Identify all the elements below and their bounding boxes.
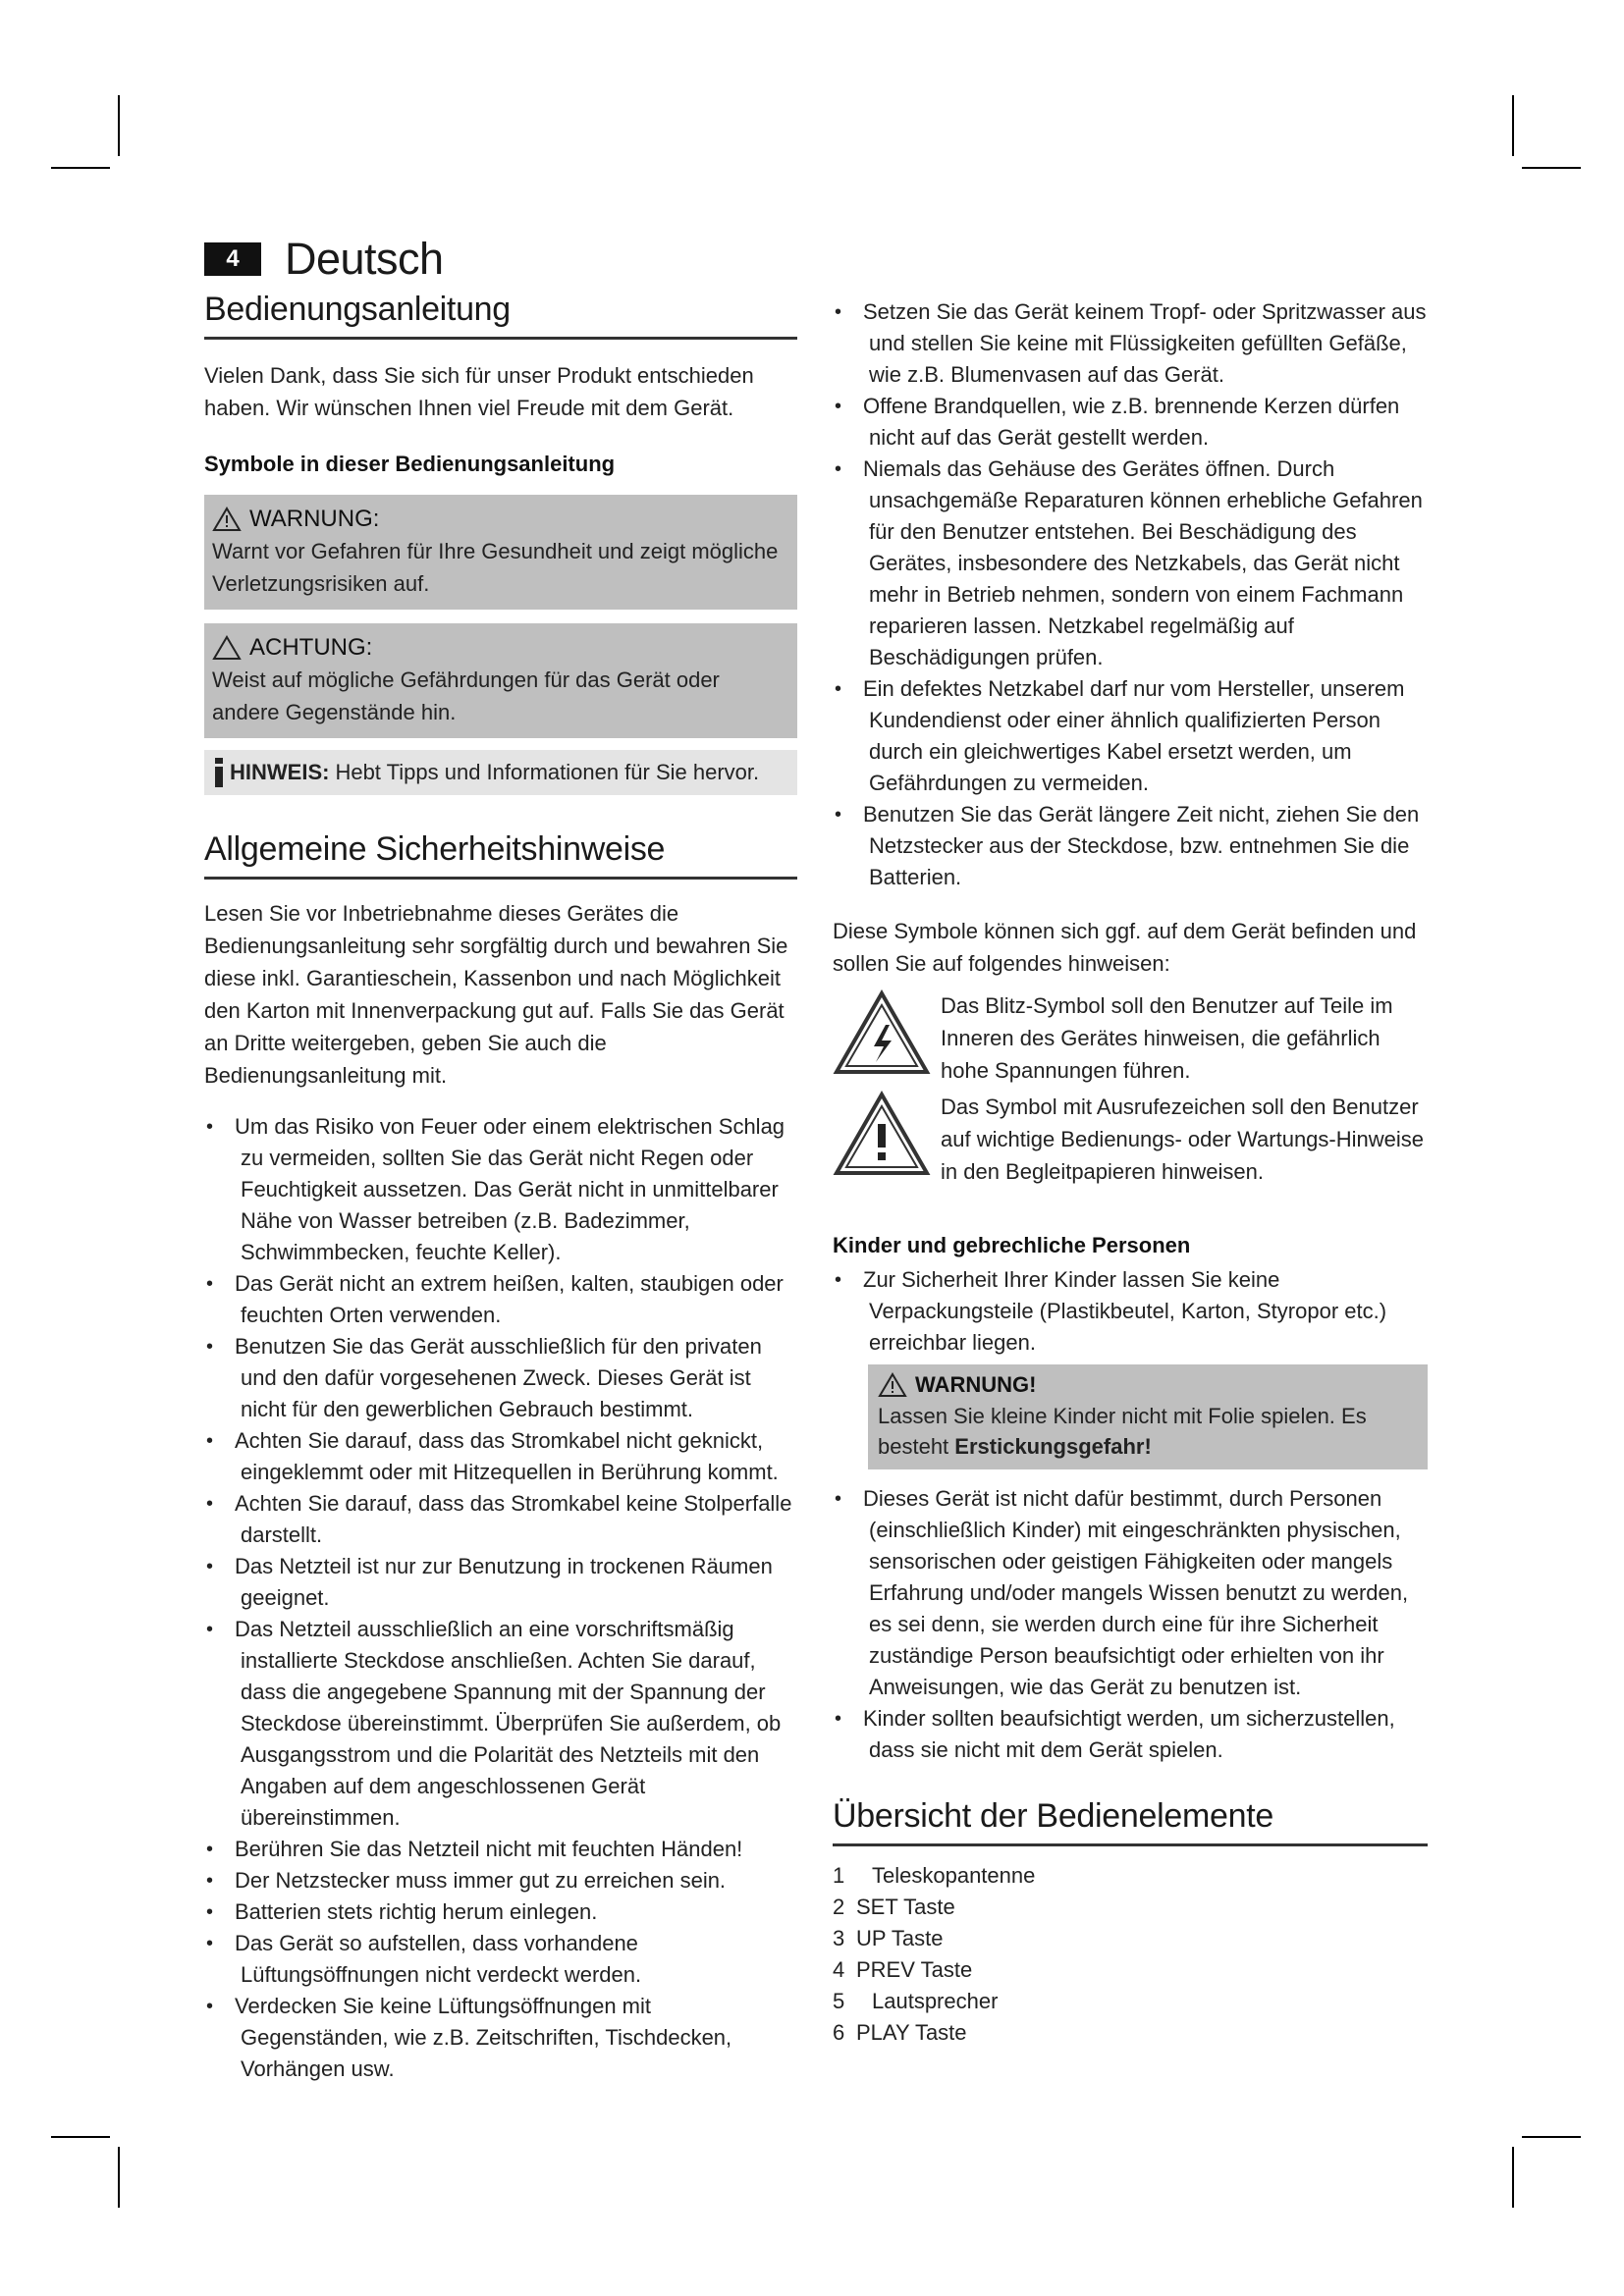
warning-triangle-icon <box>212 507 242 532</box>
hint-label: HINWEIS: <box>230 760 330 784</box>
kids-list <box>833 1264 1428 1359</box>
lightning-symbol-row <box>833 989 1428 1087</box>
lightning-warning-icon <box>833 989 931 1078</box>
language-title: Deutsch <box>285 234 444 284</box>
caution-box <box>204 623 797 738</box>
control-number: 1 <box>833 1863 845 1888</box>
safety-intro: Lesen Sie vor Inbetriebnahme dieses Gerätes die Bedienungsanleitung sehr sorgfältig durch und bewahren Sie diese inkl. Garantieschein, Kassenbon und nach Möglichkeit den Karton mit Innenverpackung gut auf. Falls Sie das Gerät an Dritte weitergeben, geben Sie auch die Bedienungsanleitung mit. <box>204 901 788 1088</box>
list-item: • Offene Brandquellen, wie z.B. brennende Kerzen dürfen nicht auf das Gerät gestellt werden. <box>833 391 1428 454</box>
symbols-subtitle: Symbole in dieser Bedienungsanleitung <box>204 452 616 476</box>
list-item: • Das Netzteil ist nur zur Benutzung in trockenen Räumen geeignet. <box>204 1551 797 1614</box>
list-item: • Das Gerät nicht an extrem heißen, kalten, staubigen oder feuchten Orten verwenden. <box>204 1268 797 1331</box>
list-item: • Berühren Sie das Netzteil nicht mit feuchten Händen! <box>204 1834 797 1865</box>
crop-mark <box>51 167 110 169</box>
crop-mark <box>51 2136 110 2138</box>
control-item <box>833 1892 1428 1923</box>
warning-text: Warnt vor Gefahren für Ihre Gesundheit und zeigt mögliche Verletzungsrisiken auf. <box>212 539 779 596</box>
caution-triangle-icon <box>212 635 242 661</box>
list-item: • Um das Risiko von Feuer oder einem elektrischen Schlag zu vermeiden, sollten Sie das Gerät nicht Regen oder Feuchtigkeit aussetzen. Das Gerät nicht in unmittelbarer Nähe von Wasser betreiben (z.B. Badezimmer, Schwimmbecken, feuchte Keller). <box>204 1111 797 1268</box>
controls-list <box>833 1860 1428 2049</box>
list-item: • Dieses Gerät ist nicht dafür bestimmt, durch Personen (einschließlich Kinder) mit eingeschränkten physischen, sensorischen oder geistigen Fähigkeiten oder mangels Erfahrung und/oder mangels Wissen benutzt zu werden, es sei denn, sie werden durch eine für ihre Sicherheit zuständige Person beaufsichtigt oder erhielten von ihr Anweisungen, wie das Gerät zu benutzen ist. <box>833 1483 1428 1703</box>
warning-triangle-icon <box>878 1372 907 1398</box>
list-item: • Setzen Sie das Gerät keinem Tropf- oder Spritzwasser aus und stellen Sie keine mit Flüssigkeiten gefüllten Gefäße, wie z.B. Blumenvasen auf das Gerät. <box>833 296 1428 391</box>
control-label: SET Taste <box>856 1895 955 1919</box>
crop-mark <box>1522 2136 1581 2138</box>
list-item: • Verdecken Sie keine Lüftungsöffnungen mit Gegenständen, wie z.B. Zeitschriften, Tischdecken, Vorhängen usw. <box>204 1991 797 2085</box>
control-item <box>833 1860 1428 1892</box>
kids-list-continued <box>833 1483 1428 1766</box>
crop-mark <box>1522 167 1581 169</box>
kids-warning-bold: Erstickungsgefahr! <box>954 1434 1152 1459</box>
hint-box <box>204 750 797 795</box>
list-item: • Niemals das Gehäuse des Gerätes öffnen. Durch unsachgemäße Reparaturen können erhebliche Gefahren für den Benutzer entstehen. Bei Beschädigung des Gerätes, insbesondere des Netzkabels, das Gerät nicht mehr in Betrieb nehmen, sondern von einem Fachmann reparieren lassen. Netzkabel regelmäßig auf Beschädigungen prüfen. <box>833 454 1428 673</box>
list-item: • Benutzen Sie das Gerät ausschließlich für den privaten und den dafür vorgesehenen Zweck. Dieses Gerät ist nicht für den gewerblichen Gebrauch bestimmt. <box>204 1331 797 1425</box>
control-label: Teleskopantenne <box>872 1863 1036 1888</box>
safety-list-continued <box>833 296 1428 893</box>
list-item: • Achten Sie darauf, dass das Stromkabel nicht geknickt, eingeklemmt oder mit Hitzequellen in Berührung kommt. <box>204 1425 797 1488</box>
control-number: 2 <box>833 1895 845 1919</box>
section-title-manual: Bedienungsanleitung <box>204 291 797 340</box>
crop-mark <box>118 2147 120 2208</box>
caution-label: ACHTUNG: <box>249 634 373 661</box>
exclamation-text: Das Symbol mit Ausrufezeichen soll den Benutzer auf wichtige Bedienungs- oder Wartungs-Hinweise in den Begleitpapieren hinweisen. <box>941 1095 1424 1184</box>
symbols-intro: Diese Symbole können sich ggf. auf dem Gerät befinden und sollen Sie auf folgendes hinweisen: <box>833 919 1417 976</box>
control-label: PLAY Taste <box>856 2020 967 2045</box>
section-title-controls: Übersicht der Bedienelemente <box>833 1797 1428 1846</box>
intro-text: Vielen Dank, dass Sie sich für unser Produkt entschieden haben. Wir wünschen Ihnen viel Freude mit dem Gerät. <box>204 363 754 420</box>
crop-mark <box>1512 2147 1514 2208</box>
page-header <box>204 234 444 285</box>
hint-text: Hebt Tipps und Informationen für Sie hervor. <box>335 760 760 784</box>
kids-warning-text: Lassen Sie kleine Kinder nicht mit Folie spielen. Es besteht <box>878 1404 1367 1459</box>
warning-box <box>204 495 797 610</box>
exclamation-warning-icon <box>833 1091 931 1179</box>
control-number: 6 <box>833 2020 845 2045</box>
list-item: • Achten Sie darauf, dass das Stromkabel keine Stolperfalle darstellt. <box>204 1488 797 1551</box>
page-number: 4 <box>204 242 261 276</box>
crop-mark <box>1512 95 1514 156</box>
list-item: • Das Netzteil ausschließlich an eine vorschriftsmäßig installierte Steckdose anschließen. Achten Sie darauf, dass die angegebene Spannung mit der Spannung der Steckdose übereinstimmt. Überprüfen Sie außerdem, ob Ausgangsstrom und die Polarität des Netzteils mit den Angaben auf dem angeschlossenen Gerät übereinstimmen. <box>204 1614 797 1834</box>
control-item <box>833 1986 1428 2017</box>
control-item <box>833 1923 1428 1954</box>
list-item: • Batterien stets richtig herum einlegen. <box>204 1896 797 1928</box>
control-item <box>833 1954 1428 1986</box>
list-item: • Ein defektes Netzkabel darf nur vom Hersteller, unserem Kundendienst oder einer ähnlich qualifizierten Person durch ein gleichwertiges Kabel ersetzt werden, um Gefährdungen zu vermeiden. <box>833 673 1428 799</box>
control-label: Lautsprecher <box>872 1989 999 2013</box>
info-icon <box>212 758 226 787</box>
control-item <box>833 2017 1428 2049</box>
list-item: • Benutzen Sie das Gerät längere Zeit nicht, ziehen Sie den Netzstecker aus der Steckdose, bzw. entnehmen Sie die Batterien. <box>833 799 1428 893</box>
control-number: 4 <box>833 1957 845 1982</box>
caution-text: Weist auf mögliche Gefährdungen für das Gerät oder andere Gegenstände hin. <box>212 667 720 724</box>
exclamation-symbol-row <box>833 1091 1428 1188</box>
control-label: PREV Taste <box>856 1957 973 1982</box>
kids-warning-box <box>868 1364 1428 1469</box>
warning-label: WARNUNG: <box>249 506 380 532</box>
list-item: • Der Netzstecker muss immer gut zu erreichen sein. <box>204 1865 797 1896</box>
list-item: • Kinder sollten beaufsichtigt werden, um sicherzustellen, dass sie nicht mit dem Gerät spielen. <box>833 1703 1428 1766</box>
safety-list <box>204 1111 797 2085</box>
control-number: 5 <box>833 1989 845 2013</box>
kids-warning-label: WARNUNG! <box>915 1372 1037 1397</box>
crop-mark <box>118 95 120 156</box>
lightning-text: Das Blitz-Symbol soll den Benutzer auf Teile im Inneren des Gerätes hinweisen, die gefährlich hohe Spannungen führen. <box>941 993 1393 1083</box>
control-label: UP Taste <box>856 1926 944 1950</box>
control-number: 3 <box>833 1926 845 1950</box>
kids-subtitle: Kinder und gebrechliche Personen <box>833 1233 1191 1257</box>
list-item: • Zur Sicherheit Ihrer Kinder lassen Sie keine Verpackungsteile (Plastikbeutel, Karton, Styropor etc.) erreichbar liegen. <box>833 1264 1428 1359</box>
section-title-safety: Allgemeine Sicherheitshinweise <box>204 830 797 880</box>
list-item: • Das Gerät so aufstellen, dass vorhandene Lüftungsöffnungen nicht verdeckt werden. <box>204 1928 797 1991</box>
